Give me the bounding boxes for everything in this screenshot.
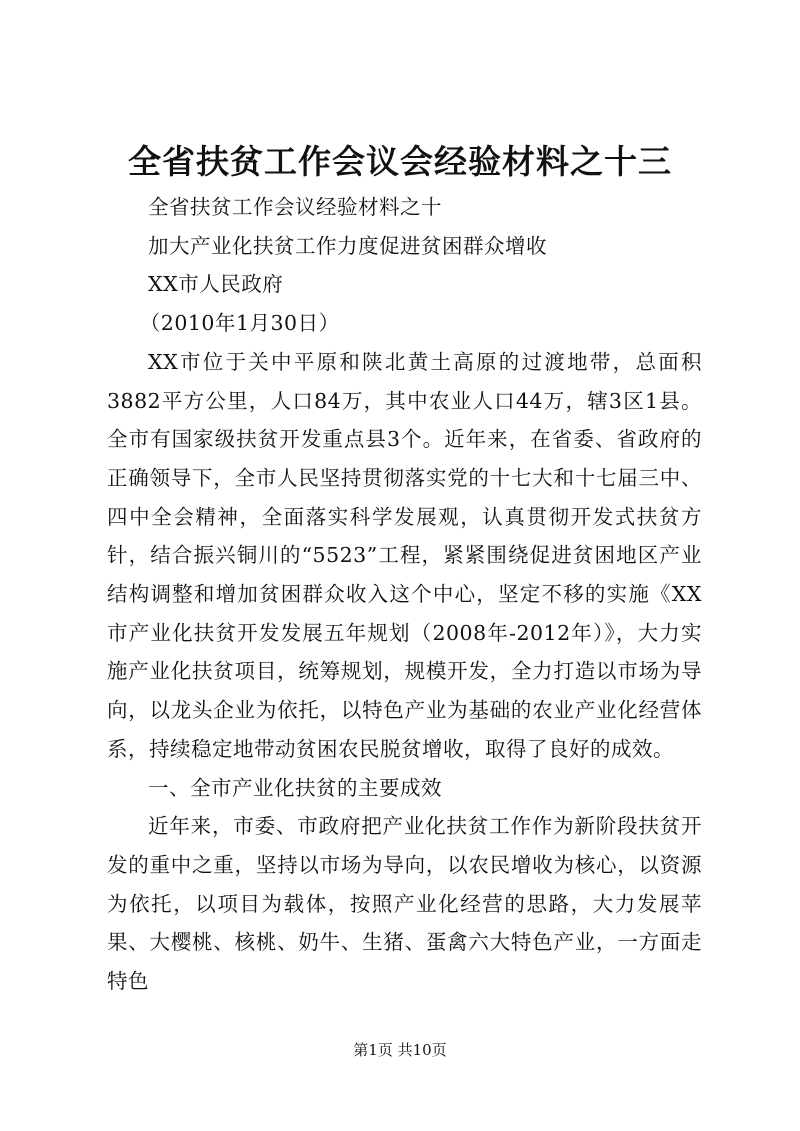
document-title: 全省扶贫工作会议会经验材料之十三 — [128, 142, 672, 181]
subtitle-series: 全省扶贫工作会议经验材料之十 — [148, 195, 442, 219]
page-footer: 第1页 共10页 — [353, 1041, 447, 1059]
body-paragraph: 近年来，市委、市政府把产业化扶贫工作作为新阶段扶贫开发的重中之重，坚持以市场为导向，以农民增收为核心，以资源为依托，以项目为载体，按照产业化经营的思路，大力发展苹果、大樱桃、核桃、奶牛、生猪、蛋禽六大特色产业，一方面走特色 — [107, 814, 702, 994]
section-heading: 一、全市产业化扶贫的主要成效 — [148, 775, 442, 800]
document-date: （2010年1月30日） — [139, 311, 340, 336]
body-paragraph: XX市位于关中平原和陕北黄土高原的过渡地带，总面积3882平方公里，人口84万，其中农业人口44万，辖3区1县。全市有国家级扶贫开发重点县3个。近年来，在省委、省政府的正确领导下，全市人民坚持贯彻落实党的十七大和十七届三中、四中全会精神，全面落实科学发展观，认真贯彻开发式扶贫方针，结合振兴铜川的“5523”工程，紧紧围绕促进贫困地区产业结构调整和增加贫困群众收入这个中心，坚定不移的实施《XX市产业化扶贫开发发展五年规划（2008年-2012年）》，大力实施产业化扶贫项目，统筹规划，规模开发，全力打造以市场为导向，以龙头企业为依托，以特色产业为基础的农业产业化经营体系，持续稳定地带动贫困农民脱贫增收，取得了良好的成效。 — [107, 349, 702, 761]
document-body — [107, 188, 702, 1001]
author-organization: XX市人民政府 — [148, 272, 284, 297]
subtitle-heading: 加大产业化扶贫工作力度促进贫困群众增收 — [148, 233, 547, 258]
